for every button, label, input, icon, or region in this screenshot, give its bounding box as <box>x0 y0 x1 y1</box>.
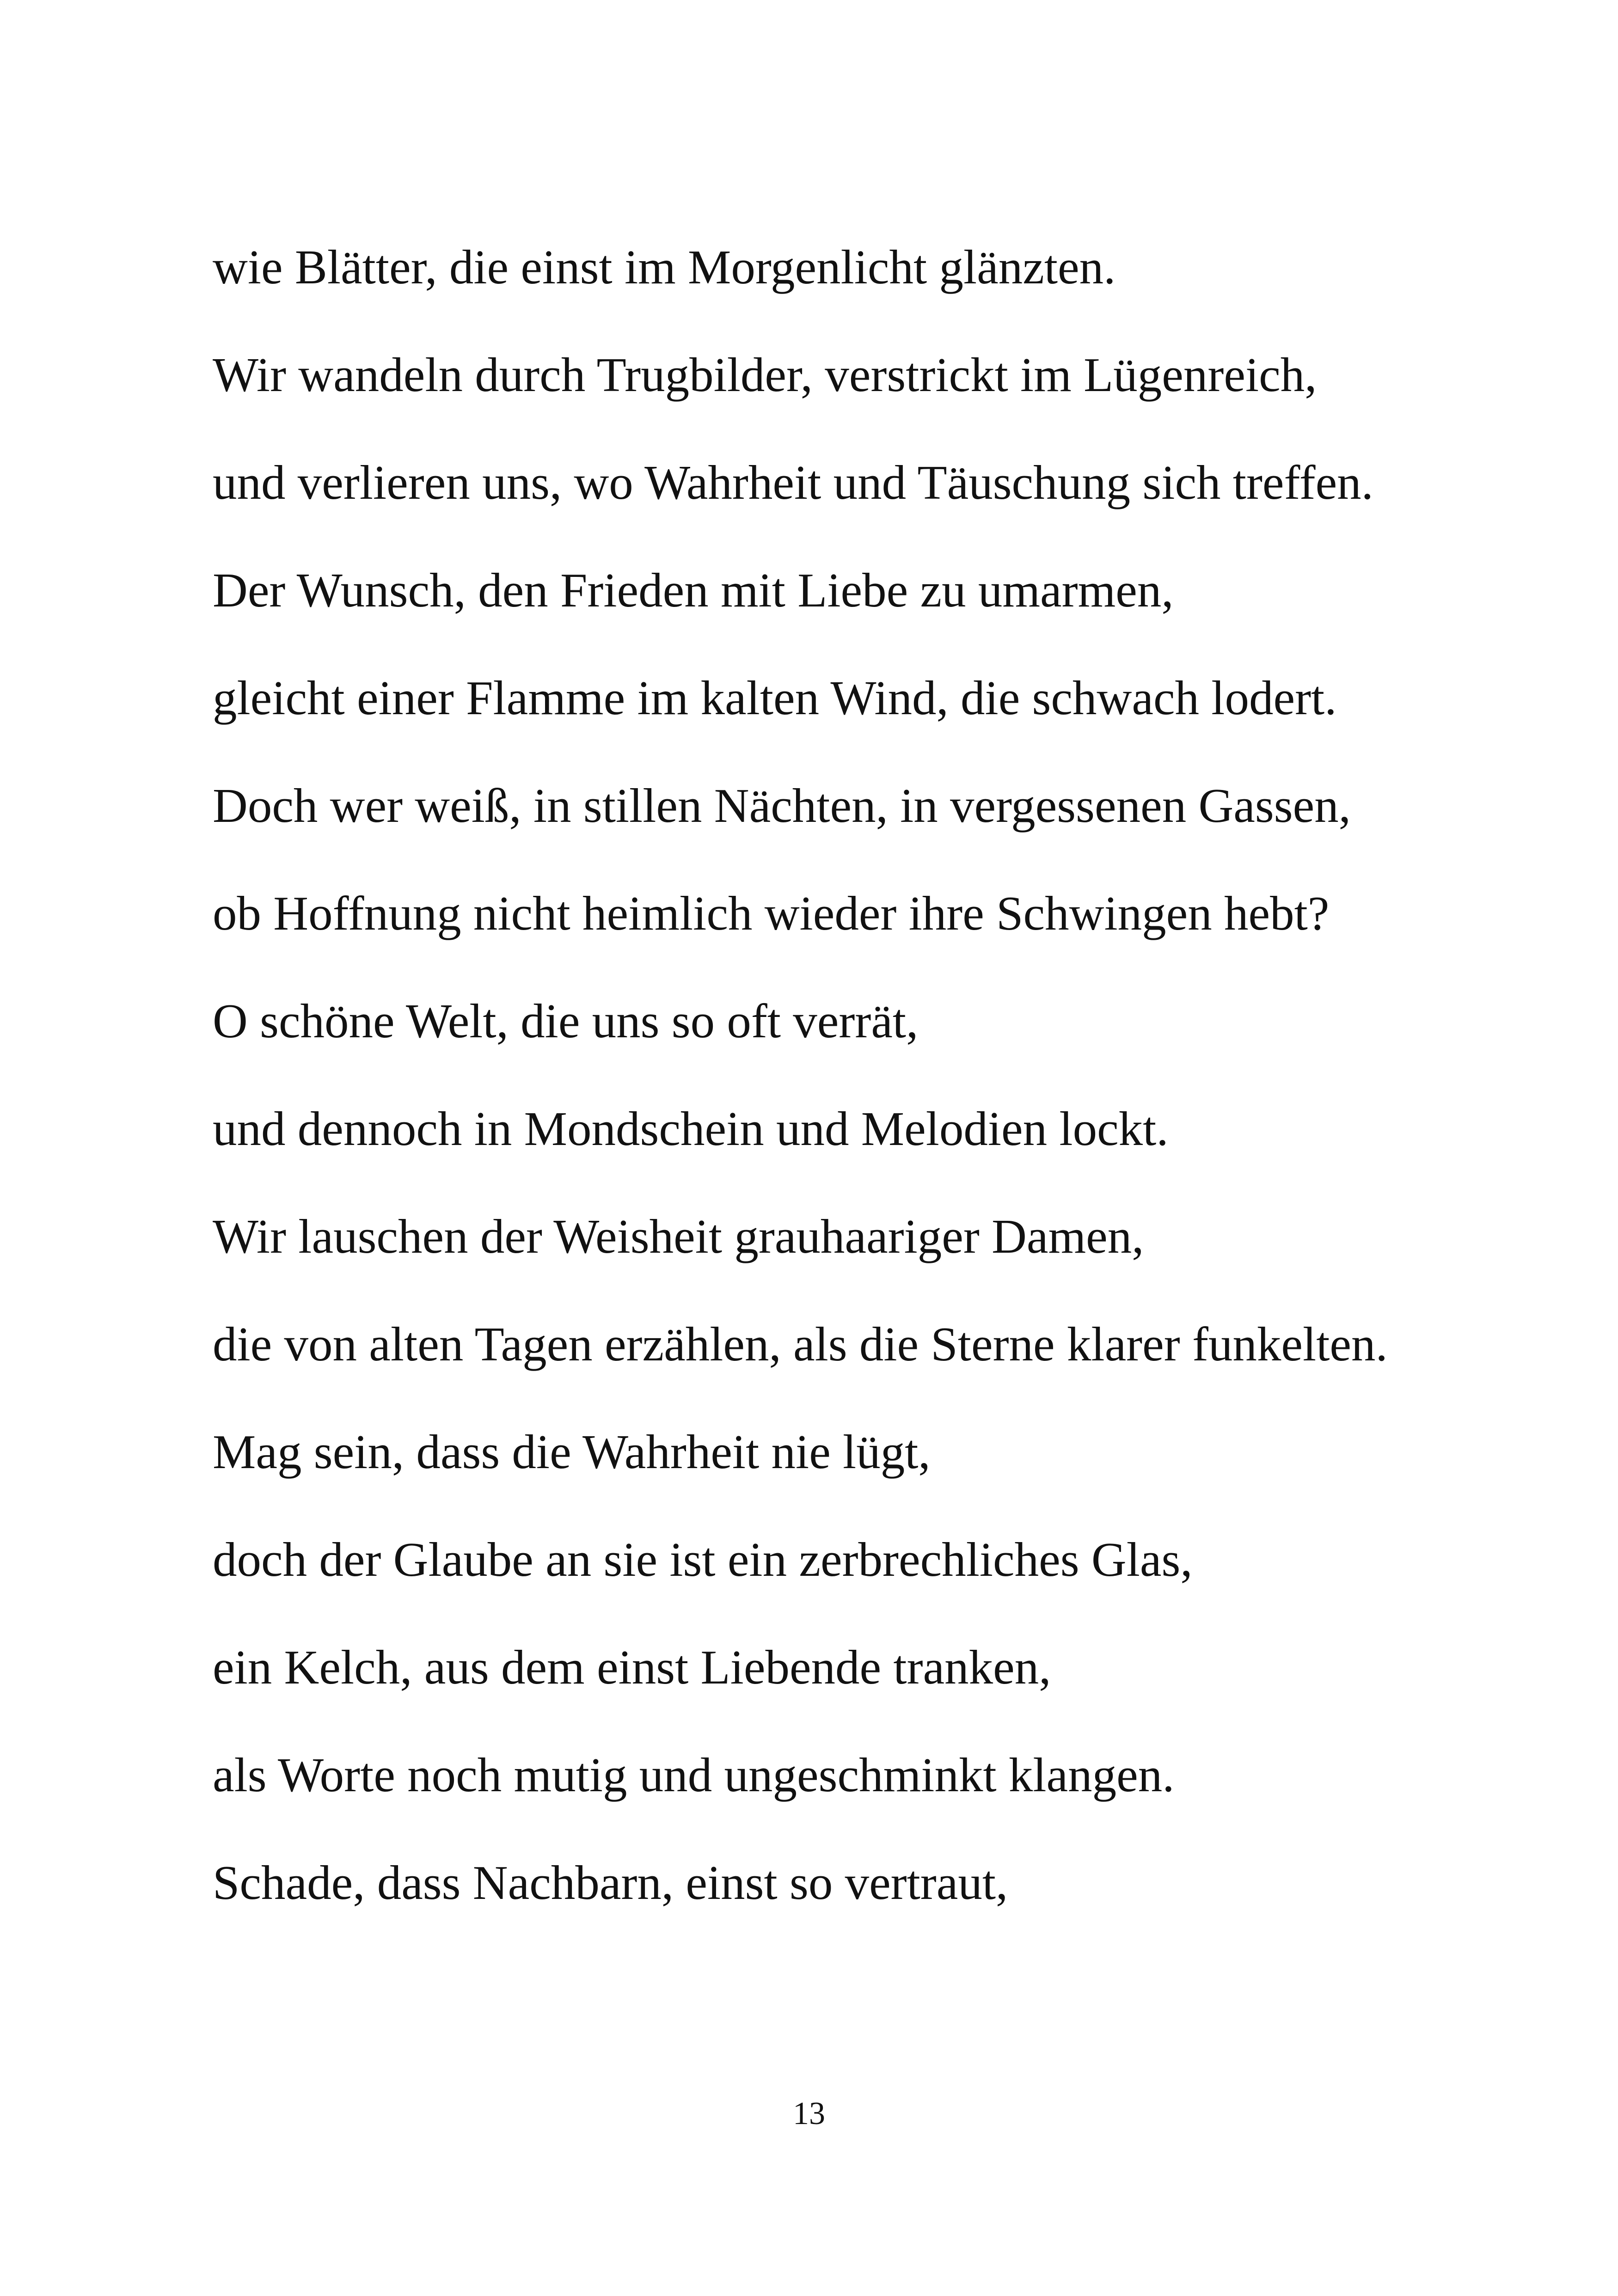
poem-line: als Worte noch mutig und ungeschminkt klangen. <box>213 1748 1175 1802</box>
poem-line: ein Kelch, aus dem einst Liebende tranken, <box>213 1640 1051 1694</box>
poem-line: O schöne Welt, die uns so oft verrät, <box>213 994 919 1048</box>
poem-line: gleicht einer Flamme im kalten Wind, die schwach lodert. <box>213 671 1337 725</box>
poem-line: die von alten Tagen erzählen, als die Sterne klarer funkelten. <box>213 1317 1388 1371</box>
poem-line: Schade, dass Nachbarn, einst so vertraut, <box>213 1855 1008 1910</box>
poem-line: Der Wunsch, den Frieden mit Liebe zu umarmen, <box>213 563 1174 617</box>
poem-text <box>213 231 1470 1954</box>
page-number: 13 <box>793 2096 825 2131</box>
poem-line: und dennoch in Mondschein und Melodien lockt. <box>213 1102 1169 1156</box>
poem-line: wie Blätter, die einst im Morgenlicht glänzten. <box>213 240 1116 294</box>
poem-line: Mag sein, dass die Wahrheit nie lügt, <box>213 1425 931 1479</box>
poem-line: ob Hoffnung nicht heimlich wieder ihre Schwingen hebt? <box>213 886 1330 940</box>
poem-line: Wir lauschen der Weisheit grauhaariger Damen, <box>213 1209 1144 1263</box>
poem-line: doch der Glaube an sie ist ein zerbrechliches Glas, <box>213 1532 1193 1586</box>
poem-line: Wir wandeln durch Trugbilder, verstrickt im Lügenreich, <box>213 348 1317 402</box>
poem-line: und verlieren uns, wo Wahrheit und Täuschung sich treffen. <box>213 455 1373 509</box>
poem-line: Doch wer weiß, in stillen Nächten, in vergessenen Gassen, <box>213 778 1351 833</box>
